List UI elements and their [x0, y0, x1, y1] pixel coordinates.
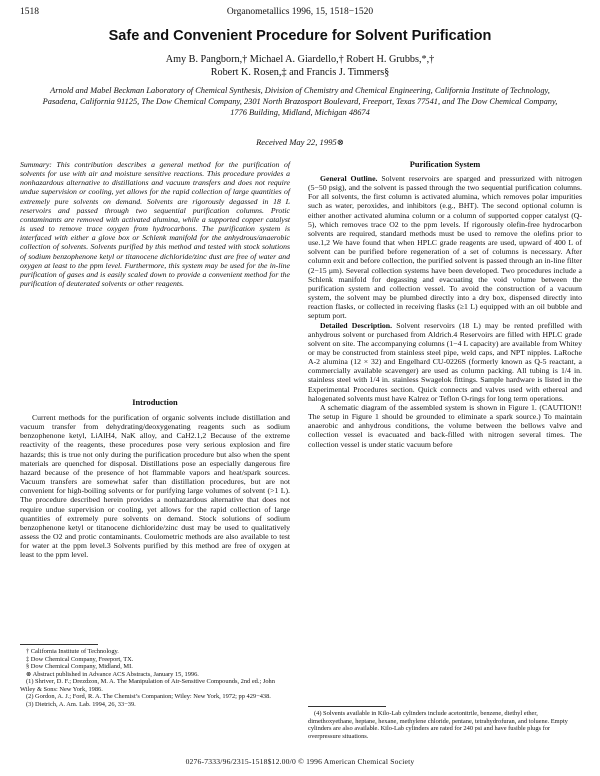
article-title: Safe and Convenient Procedure for Solvent Purification	[108, 28, 492, 44]
journal-reference: Organometallics 1996, 15, 1518−1520	[226, 7, 374, 17]
schematic-paragraph: A schematic diagram of the assembled system is shown in Figure 1. (CAUTION!! The setup in Figure 1 should be grounded to eliminate a spark source.) To maintain anaerobic and anhydrous conditions, the volume between the bellows valve and collection vessel is evacuated and back-filled with nitrogen several times. The collection vessel is under static vacuum before	[308, 402, 582, 449]
detailed-description-paragraph	[308, 321, 582, 403]
footnote: (4) Solvents available in Kilo-Lab cylinders include acetonitrile, benzene, diethyl ether, dimethoxyethane, heptane, hexane, methylene chloride, pentane, tetrahydrofuran, and toluene. Empty cylinders are also available. Kilo-Lab cylinders are rated for 240 psi and have fusible plugs for overpressure situations.	[308, 710, 568, 740]
detailed-description-text: Solvent reservoirs (18 L) may be rented prefilled with anhydrous solvent or purchased from Aldrich.4 Reservoirs are filled with HPLC grade solvent on site. The accompanying columns (1−4 L capacity) are available from Whitey or may be constructed from stainless steel pipe, weld caps, and NPT nipples. LaRoche A-2 alumina (12 × 32) and Engelhard CU-0226S (formerly known as Q-5 reactant, a commercially available scavenger) are used as column packing. All tubing is 1/4 in. stainless steel with 1/4 in. stainless Swagelok fittings. Sample hardware is listed in the Experimental Procedures section. Quick connects and valves used with ethereal and halogenated solvents must have Kalrez or Teflon O-rings for long term operations.	[308, 320, 583, 403]
footnote: (2) Gordon, A. J.; Ford, R. A. The Chemist’s Companion; Wiley: New York, 1972; pp 429−438.	[26, 693, 271, 700]
introduction-text: Current methods for the purification of organic solvents include distillation and vacuum transfer from dehydrating/deoxygenating reagents such as sodium benzophenone ketyl, LiAlH4, NaK alloy, and CaH2.1,2 Because of the extreme reactivity of the reagents, these procedures pose very serious explosion and fire hazards; this is true not only during the purification procedure but also when the spent materials are quenched for disposal. Distillations pose an especially dangerous fire hazard because of the presence of hot flammable vapors and heat/spark sources. Vacuum transfers are somewhat safer than distillation procedures, but are not convenient for high-boiling solvents or for purifying large volumes of solvent (>1 L). The procedure described herein provides a nonhazardous alternative that does not require undue supervision or cooling, yet allows for the rapid collection of large quantities of extremely pure solvents on demand. Stock solutions of sodium benzophenone ketyl or titanocene dichloride/zinc dust may be used to qualitatively assess the O2 and protic contaminants. Coulometric methods are also available to test for water at the ppm level.3 Solvents purified by this method are free of oxygen at least to the ppm level.	[20, 413, 290, 560]
copyright-line: 0276-7333/96/2315-1518$12.00/0 © 1996 American Chemical Society	[185, 757, 415, 766]
footnotes-left	[20, 648, 290, 708]
author-list	[60, 53, 540, 79]
general-outline-text: Solvent reservoirs are sparged and pressurized with nitrogen (5−50 psig), and the solvent is passed through the two sequential purification columns. For all solvents, the first column is activated alumina, which removes polar impurities such as water, peroxides, and inhibitors (e.g., BHT). The second optional column is either another activated alumina column or a column of supported copper catalyst (Q-5), which removes trace O2 to the ppm levels. If rigorously olefin-free hydrocarbon solvents are required, standard methods must be used to remove the olefins prior to use.1,2 We have found that when HPLC grade reagents are used, upward of 400 L of solvent can be purified before regeneration of a set of columns is necessary. After column exit and before collection, the purified solvent is passed through an in-line filter (2−15 μm). Several collection systems have been developed. Two procedures include a Schlenk manifold for degassing and evacuating the void volume between the purification system and collection vessel. To avoid the construction of a vacuum system, the solvent may be plumbed directly into a dry box, dispensed directly into reaction flasks, or collected in receiving flasks (≥1 L) equipped with an oil bubble and septum port.	[308, 174, 583, 321]
general-outline-paragraph	[308, 174, 582, 321]
purification-system-heading: Purification System	[409, 160, 481, 169]
author-line-2: Robert K. Rosen,‡ and Francis J. Timmers§	[210, 67, 390, 78]
summary-text: Summary: This contribution describes a general method for the purification of solvents for use with air and moisture sensitive reactions. This procedure provides a nonhazardous alternative to distillations and vacuum transfers and does not require undue supervision or cooling, yet allows for the rapid collection of large quantities of extremely pure solvents on demand. Solvents are rigorously degassed in 18 L reservoirs and passed through two sequential purification columns. Protic contaminants are removed with activated alumina, while a supported copper catalyst is used to remove trace oxygen from hydrocarbons. The purification system is interfaced with either a glove box or Schlenk manifold for the anhydrous/anaerobic collection of solvents. Solvents purified by this method and tested with stock solutions of sodium benzophenone ketyl or titanocene dichloride/zinc dust are free of water and oxygen at least to the ppm level. Furthermore, this system may be used for the in-line purification of gases and is easily scaled down to provide a convenient method for the purification of deuterated solvents or other reagents.	[20, 160, 290, 289]
summary-block	[20, 160, 290, 288]
footnote: (3) Dietrich, A. Am. Lab. 1994, 26, 33−39.	[26, 700, 136, 708]
introduction-body	[20, 413, 290, 560]
general-outline-heading: General Outline.	[320, 174, 378, 183]
running-header	[20, 7, 580, 21]
footnotes-right	[308, 710, 582, 740]
received-date: Received May 22, 1995⊗	[256, 137, 344, 147]
detailed-description-heading: Detailed Description.	[320, 320, 393, 330]
footnote: ⊗ Abstract published in Advance ACS Abstracts, January 15, 1996.	[26, 670, 199, 678]
footnote: (1) Shriver, D. F.; Drezdzon, M. A. The Manipulation of Air-Sensitive Compounds, 2nd ed.; John Wiley & Sons: New York, 1986.	[20, 678, 275, 693]
footnote-rule-right	[308, 706, 386, 707]
page-number: 1518	[20, 7, 39, 17]
introduction-heading: Introduction	[132, 398, 178, 407]
footnote: § Dow Chemical Company, Midland, MI.	[26, 663, 133, 670]
affiliations: Arnold and Mabel Beckman Laboratory of Chemical Synthesis, Division of Chemistry and Chemical Engineering, California Institute of Technology, Pasadena, California 91125, The Dow Chemical Company, 2301 North Brazosport Boulevard, Freeport, Texas 77541, and The Dow Chemical Company, 1776 Building, Midland, Michigan 48674	[42, 86, 558, 117]
footnote: ‡ Dow Chemical Company, Freeport, TX.	[26, 655, 134, 663]
footnote: † California Institute of Technology.	[26, 648, 119, 655]
author-line-1: Amy B. Pangborn,† Michael A. Giardello,† Robert H. Grubbs,*,†	[165, 54, 435, 65]
footnote-rule-left	[20, 644, 98, 645]
purification-system-body	[308, 174, 582, 449]
